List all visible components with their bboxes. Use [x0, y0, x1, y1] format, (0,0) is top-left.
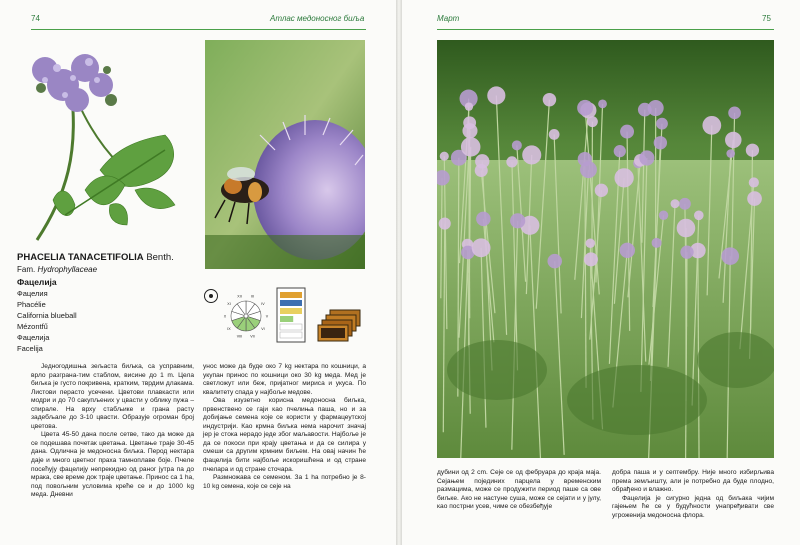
- author-abbrev: Benth.: [146, 252, 174, 263]
- left-page: [0, 0, 396, 545]
- wheel-month-label: X: [223, 314, 227, 319]
- family-name: Hydrophyllaceae: [37, 265, 98, 274]
- text-column-1: [31, 363, 194, 500]
- left-running-title: Атлас медоносног биља: [270, 14, 365, 23]
- other-name: Фацелија: [17, 333, 50, 342]
- bee-on-flower-photo: [205, 40, 365, 269]
- other-name: Phacélie: [17, 300, 46, 309]
- header-rule: [31, 29, 366, 30]
- wheel-month-label: VII: [250, 334, 255, 339]
- text-column-3: [437, 469, 601, 512]
- local-name: Фацелија: [17, 277, 57, 287]
- paragraph: дубини од 2 cm. Сеје се од фебруара до краја маја. Сејањем појединих парцела у временским размацима, може се продужити период паше са ове биљке. Ако не настуне суша, може се сејати и у јулу, као пострни усев, чиме се обезбеђује: [437, 469, 601, 511]
- wheel-month-label: XI: [227, 302, 231, 307]
- header-rule: [437, 29, 774, 30]
- wheel-month-label: V: [265, 314, 269, 319]
- text-column-4: [612, 469, 774, 520]
- paragraph: Фацелија је сигурно једна од биљака чијим гајењем ће се у будућности унапређивати све угроженија медоносна флора.: [612, 494, 774, 519]
- paragraph: унос може да буде око 7 kg нектара по кошници, а укупан принос по кошници око 30 kg меда. Мед је светложут или беж, пријатног мириса и укуса. По квалитету спада у најбоље медове.: [203, 363, 366, 396]
- other-names-list: [17, 288, 202, 354]
- honey-frames-icon: [316, 308, 362, 342]
- right-running-title: Март: [437, 14, 460, 23]
- family-prefix: Fam.: [17, 265, 36, 274]
- other-name: Facelija: [17, 344, 43, 353]
- other-name: California blueball: [17, 311, 77, 320]
- paragraph: Цвета 45-50 дана после сетве, тако да може да се подешава почетак цветања. Цветање траје 30-45 дана. Одлична је медоносна биљка. Перод нектара даје и много цветног праха тамноплаве боје. Пчеле посећују фацелију непрекидно од раног јутра па до мрака, све време док траје цветање. Принос са 1 ha, под повољним условима креће се и до 1000 kg меда. Дневни: [31, 431, 194, 499]
- latin-name-line: [17, 252, 202, 264]
- paragraph: Ова изузетно корисна медоносна биљка, првенствено се гаји као пчелиња паша, но и за добијање семена које се користи у фармацеутској индустрији. Као крмна биљка нема нарочит значај јер је стока нерадо једе због маљавости. Најбоље је да се покоси при крају цветања и да се силира у смеши са другим крмним биљем. На овај начин ће фацелија бити најбоље искоришћена и од стране пчелара и од стране сточара.: [203, 397, 366, 473]
- other-name: Mézontfű: [17, 322, 48, 331]
- phacelia-field-photo: [437, 40, 774, 458]
- wheel-month-label: VI: [261, 326, 265, 331]
- plant-illustration: [15, 40, 193, 245]
- family-line: [17, 264, 202, 275]
- other-name: Фацелия: [17, 289, 48, 298]
- flowering-calendar-wheel: [222, 288, 270, 340]
- wheel-month-label: VIII: [236, 334, 243, 339]
- text-column-2: [203, 363, 366, 491]
- target-icon: [203, 288, 219, 304]
- wheel-month-label: XII: [237, 294, 242, 299]
- left-page-number: 74: [31, 14, 40, 23]
- species-header: [17, 252, 202, 354]
- paragraph: Једногодишња зељаста биљка, са усправним, врло разграна-тим стаблом, висине до 1 m. Цела биљка је густо покривена, кратким, тврдим длакама. Листови перасто усечени. Цветови плавкасти или модри и до 70 сакупљених у цвасти у облику пужа – спирале. На врху стабљике и грана расту задебљале до 3-10 цвасти. Образује огроман број цветова.: [31, 363, 194, 430]
- right-page: [402, 0, 800, 545]
- paragraph: добра паша и у септембру. Није много избирљива према земљишту, али је потребно да буде плодно, обрађено и влажно.: [612, 469, 774, 494]
- wheel-month-label: IV: [261, 302, 265, 307]
- wheel-month-label: IX: [227, 326, 231, 331]
- latin-name: PHACELIA TANACETIFOLIA: [17, 252, 144, 263]
- beehive-icon: [276, 287, 306, 343]
- right-page-number: 75: [762, 14, 771, 23]
- wheel-month-label: III: [250, 294, 254, 299]
- paragraph: Размножава се семеном. За 1 ha потребно је 8-10 kg семена, које се сеје на: [203, 474, 366, 490]
